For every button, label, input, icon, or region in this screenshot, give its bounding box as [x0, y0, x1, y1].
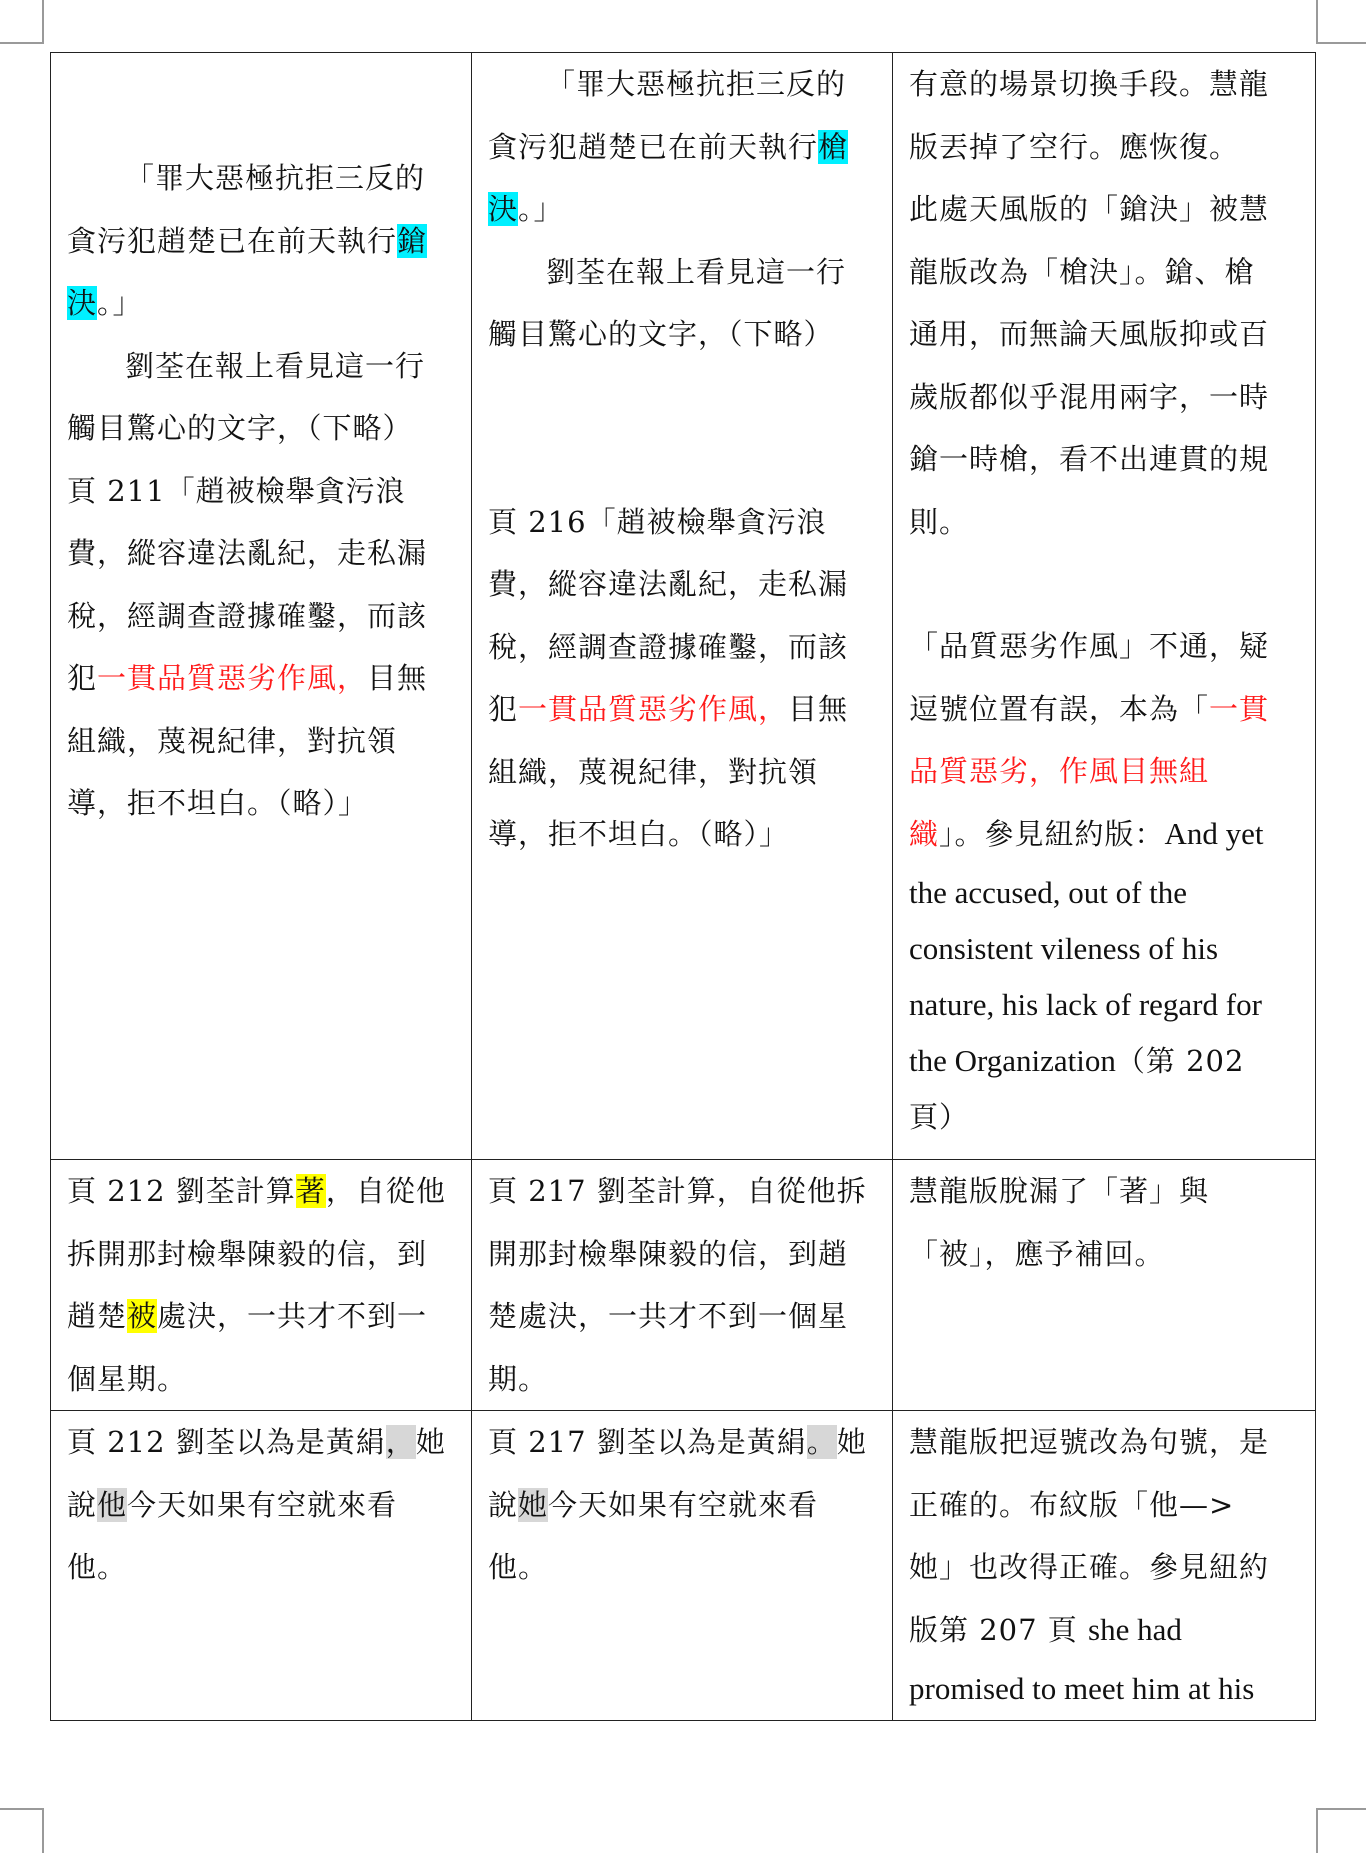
cell-row3-col1 — [51, 1411, 472, 1721]
cell-row1-col3 — [893, 53, 1316, 1160]
crop-mark-top-left-v — [42, 0, 44, 44]
note-paragraph: 有意的場景切換手段。慧龍 版丟掉了空行。應恢復。 — [909, 67, 1270, 164]
table-row — [51, 1411, 1316, 1721]
quote-paragraph: 「罪大惡極抗拒三反的 貪污犯趙楚已在前天執行鎗 決。」 — [67, 161, 428, 320]
page-citation-paragraph: 頁 216「趙被檢舉貪污浪 費，縱容違法亂紀，走私漏 稅，經調查證據確鑿，而該 犯一貫品質惡劣作風，目無 組織，蔑視紀律，對抗領 導，拒不坦白。（略）」 — [488, 504, 849, 851]
cell-row3-col3: 慧龍版把逗號改為句號，是 正確的。布紋版「他—> 她」也改得正確。參見紐約 版第 207 頁 she had promised to meet him at his — [893, 1411, 1316, 1721]
cell-row2-col2 — [472, 1160, 893, 1411]
crop-mark-bottom-right-v — [1316, 1808, 1318, 1853]
comparison-table — [50, 52, 1316, 1721]
page-citation-paragraph: 頁 211「趙被檢舉貪污浪 費，縱容違法亂紀，走私漏 稅，經調查證據確鑿，而該 犯一貫品質惡劣作風，目無 組織，蔑視紀律，對抗領 導，拒不坦白。（略）」 — [67, 473, 428, 820]
note-paragraph: 「品質惡劣作風」不通，疑 逗號位置有誤，本為「一貫 品質惡劣，作風目無組 織」。參見紐約版：And yet — [909, 629, 1270, 851]
cell-row2-col3 — [893, 1160, 1316, 1411]
text-paragraph: 頁 212 劉荃以為是黃絹，她 說他今天如果有空就來看 他。 — [67, 1425, 446, 1584]
cell-row1-col2 — [472, 53, 893, 1160]
crop-mark-top-right-h — [1316, 42, 1366, 44]
text-paragraph: 頁 212 劉荃計算著，自從他 拆開那封檢舉陳毅的信，到 趙楚被處決，一共才不到一 個星期。 — [67, 1174, 446, 1396]
text-paragraph: 劉荃在報上看見這一行 觸目驚心的文字，（下略） — [488, 254, 847, 351]
crop-mark-top-right-v — [1316, 0, 1318, 44]
crop-mark-bottom-left-h — [0, 1808, 44, 1810]
crop-mark-bottom-left-v — [42, 1808, 44, 1853]
crop-mark-top-left-h — [0, 42, 44, 44]
note-paragraph: 此處天風版的「鎗決」被慧 龍版改為「槍決」。鎗、槍 通用，而無論天風版抑或百 歲版都似乎混用兩字，一時 鎗一時槍，看不出連貫的規 則。 — [909, 192, 1270, 539]
english-quote: the accused, out of the consistent vileness of his nature, his lack of regard for the Organization（第 202 頁） — [909, 875, 1262, 1134]
cell-row2-col1 — [51, 1160, 472, 1411]
text-paragraph: 頁 217 劉荃以為是黃絹。她 說她今天如果有空就來看 他。 — [488, 1425, 867, 1584]
text-paragraph: 頁 217 劉荃計算，自從他拆 開那封檢舉陳毅的信，到趙 楚處決，一共才不到一個星 期。 — [488, 1174, 867, 1396]
table-row — [51, 53, 1316, 1160]
text-paragraph: 劉荃在報上看見這一行 觸目驚心的文字，（下略） — [67, 348, 426, 445]
table-row — [51, 1160, 1316, 1411]
note-paragraph: 慧龍版脫漏了「著」與 「被」，應予補回。 — [909, 1174, 1210, 1271]
cell-row1-col1 — [51, 53, 472, 1160]
crop-mark-bottom-right-h — [1316, 1808, 1366, 1810]
cell-row3-col2 — [472, 1411, 893, 1721]
quote-paragraph: 「罪大惡極抗拒三反的 貪污犯趙楚已在前天執行槍 決。」 — [488, 67, 849, 226]
note-paragraph: 慧龍版把逗號改為句號，是 正確的。布紋版「他—> 她」也改得正確。參見紐約 版第 207 頁 she had — [909, 1425, 1270, 1647]
